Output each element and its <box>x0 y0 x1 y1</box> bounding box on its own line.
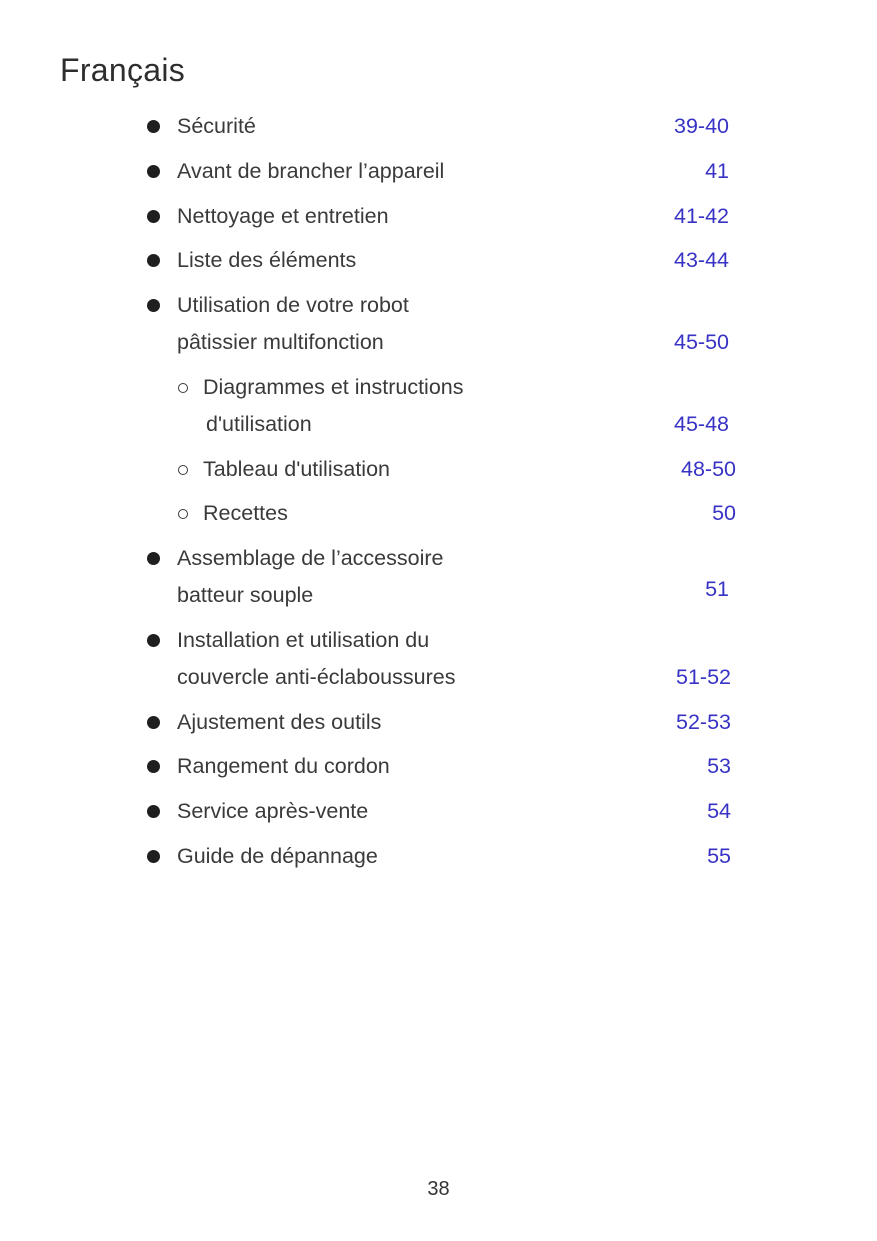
toc-subitem-label: Recettes <box>203 501 288 525</box>
page-number: 38 <box>427 1178 450 1200</box>
toc-item-label: Liste des éléments <box>177 248 357 272</box>
toc-item-label: Avant de brancher l’appareil <box>177 159 445 183</box>
toc-item-label-line1: Utilisation de votre robot <box>177 293 409 317</box>
bullet-icon <box>147 760 160 773</box>
toc-item-label: Sécurité <box>177 114 256 138</box>
bullet-icon <box>147 634 160 647</box>
toc-item-page[interactable]: 54 <box>707 799 731 823</box>
toc-subitem-label: Tableau d'utilisation <box>203 457 390 481</box>
toc-item-page[interactable]: 55 <box>707 844 731 868</box>
toc-subitem-label-line1: Diagrammes et instructions <box>203 375 464 399</box>
toc-subitem-page[interactable]: 45-48 <box>674 412 729 436</box>
bullet-icon <box>147 254 160 267</box>
toc-item-page[interactable]: 53 <box>707 754 731 778</box>
bullet-icon <box>147 299 160 312</box>
toc-item[interactable] <box>0 622 877 698</box>
toc-item-label-line2: couvercle anti-éclaboussures <box>177 665 456 689</box>
circle-bullet-icon <box>178 465 188 475</box>
toc-item[interactable] <box>0 287 877 363</box>
bullet-icon <box>147 120 160 133</box>
bullet-icon <box>147 850 160 863</box>
toc-item-page[interactable]: 51 <box>705 577 729 601</box>
toc-item-page[interactable]: 41 <box>705 159 729 183</box>
page-title: Français <box>60 52 186 88</box>
toc-item-page[interactable]: 45-50 <box>674 330 729 354</box>
toc-item-label: Service après-vente <box>177 799 369 823</box>
toc-subitem-page[interactable]: 48-50 <box>681 457 736 481</box>
toc-subitem-label-line2: d'utilisation <box>206 412 312 436</box>
toc-item-label-line2: batteur souple <box>177 583 314 607</box>
toc-item-page[interactable]: 41-42 <box>674 204 729 228</box>
toc-item-label-line1: Installation et utilisation du <box>177 628 430 652</box>
toc-item-label: Ajustement des outils <box>177 710 382 734</box>
bullet-icon <box>147 552 160 565</box>
toc-subitem[interactable] <box>0 369 877 445</box>
toc-item[interactable] <box>0 540 877 616</box>
toc-item-page[interactable]: 39-40 <box>674 114 729 138</box>
toc-item-label: Guide de dépannage <box>177 844 378 868</box>
toc-item-label-line2: pâtissier multifonction <box>177 330 384 354</box>
toc-item-label: Rangement du cordon <box>177 754 390 778</box>
bullet-icon <box>147 716 160 729</box>
toc-item-label-line1: Assemblage de l’accessoire <box>177 546 444 570</box>
circle-bullet-icon <box>178 383 188 393</box>
toc-item-page[interactable]: 51-52 <box>676 665 731 689</box>
bullet-icon <box>147 210 160 223</box>
toc-subitem-page[interactable]: 50 <box>712 501 736 525</box>
toc-item-page[interactable]: 52-53 <box>676 710 731 734</box>
bullet-icon <box>147 805 160 818</box>
toc-item-page[interactable]: 43-44 <box>674 248 729 272</box>
circle-bullet-icon <box>178 509 188 519</box>
bullet-icon <box>147 165 160 178</box>
toc-item-label: Nettoyage et entretien <box>177 204 389 228</box>
